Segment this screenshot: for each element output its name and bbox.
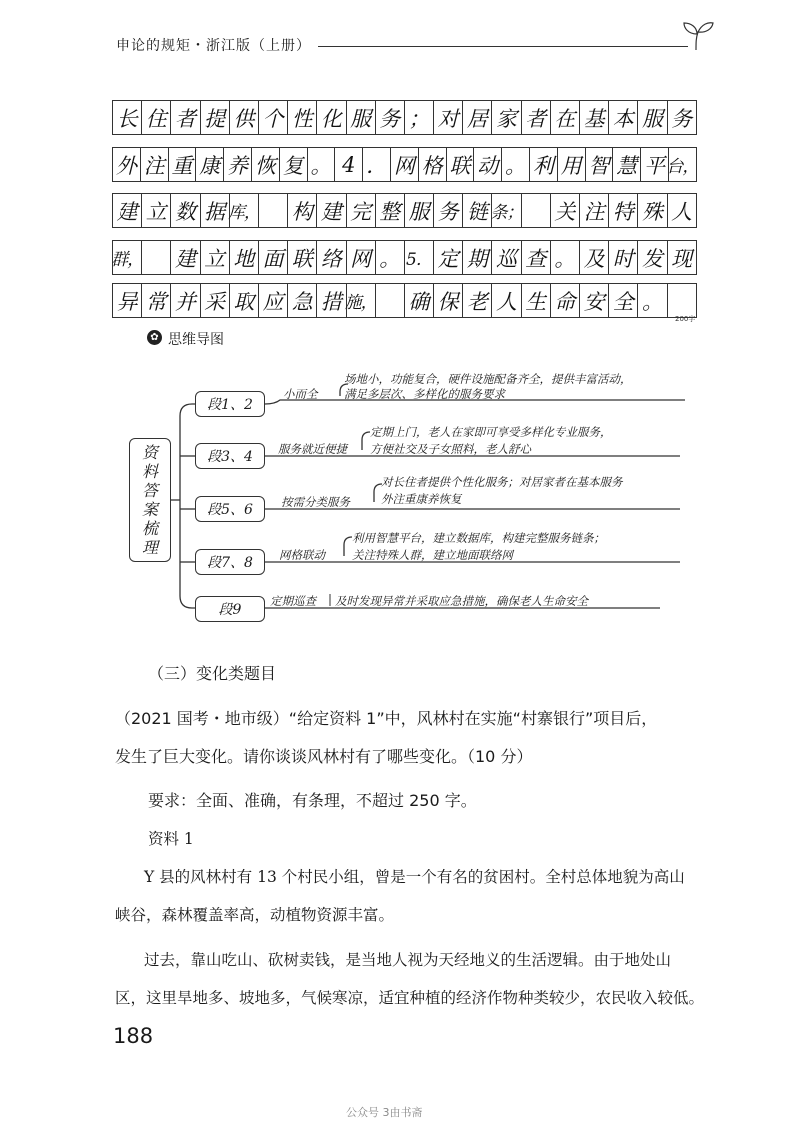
grid-cell: 整 xyxy=(376,194,405,227)
grid-cell: 居 xyxy=(463,101,492,134)
grid-cell: 服 xyxy=(405,194,434,227)
grid-cell: 联 xyxy=(447,148,475,181)
grid-cell: 措 xyxy=(317,284,346,317)
grid-cell: 智 xyxy=(586,148,614,181)
grid-cell: 全 xyxy=(609,284,638,317)
grid-cell: 发 xyxy=(638,241,667,274)
segment-box-2: 段3、4 xyxy=(195,443,265,469)
footer-watermark: 公众号 3由书斋 xyxy=(346,1106,423,1119)
grid-cell: 本 xyxy=(609,101,638,134)
grid-cell: 殊 xyxy=(638,194,667,227)
grid-cell: 特 xyxy=(609,194,638,227)
grid-cell: 群， xyxy=(113,241,142,274)
grid-cell: 期 xyxy=(463,241,492,274)
page-number: 188 xyxy=(113,1024,154,1048)
grid-cell: 建 xyxy=(317,194,346,227)
section-heading: （三）变化类题目 xyxy=(148,664,277,683)
grid-cell: 地 xyxy=(230,241,259,274)
grid-cell: 网 xyxy=(347,241,376,274)
grid-cell: 链 xyxy=(463,194,492,227)
grid-cell: 4 xyxy=(335,148,363,181)
grid-cell: 5． xyxy=(405,241,434,274)
branch-detail-3b: 外注重康养恢复 xyxy=(381,492,462,506)
grid-cell: 注 xyxy=(580,194,609,227)
grid-cell: 长 xyxy=(113,101,142,134)
grid-cell: 网 xyxy=(391,148,419,181)
grid-cell: 。 xyxy=(308,148,336,181)
grid-cell: 住 xyxy=(142,101,171,134)
grid-cell: 务 xyxy=(668,101,697,134)
grid-cell: 格 xyxy=(419,148,447,181)
grid-cell: 现 xyxy=(668,241,697,274)
grid-cell: ； xyxy=(405,101,434,134)
grid-cell: 数 xyxy=(171,194,200,227)
grid-cell: 注 xyxy=(141,148,169,181)
branch-detail-2a: 定期上门，老人在家即可享受多样化专业服务， xyxy=(370,425,612,439)
grid-cell: 建 xyxy=(171,241,200,274)
branch-detail-3a: 对长住者提供个性化服务；对居家者在基本服务 xyxy=(381,475,623,489)
grid-cell: 服 xyxy=(638,101,667,134)
grid-cell: 。 xyxy=(638,284,667,317)
material-p2-line1: 过去，靠山吃山、砍树卖钱，是当地人视为天经地义的生活逻辑。由于地处山 xyxy=(144,951,672,969)
grid-cell: 生 xyxy=(522,284,551,317)
grid-cell: 恢 xyxy=(252,148,280,181)
question-line-1: （2021 国考・地市级）“给定资料 1”中，风林村在实施“村寨银行”项目后， xyxy=(115,709,658,728)
material-p1-line1: Y 县的风林村有 13 个村民小组，曾是一个有名的贫困村。全村总体地貌为高山 xyxy=(144,868,685,886)
segment-box-5: 段9 xyxy=(195,596,265,622)
grid-cell: 性 xyxy=(288,101,317,134)
grid-cell: 库， xyxy=(230,194,259,227)
branch-label-3: 按需分类服务 xyxy=(281,495,350,509)
grid-cell: 条； xyxy=(492,194,521,227)
grid-cell: 时 xyxy=(609,241,638,274)
grid-cell: 重 xyxy=(169,148,197,181)
grid-cell: 老 xyxy=(463,284,492,317)
branch-detail-4b: 关注特殊人群，建立地面联络网 xyxy=(352,548,513,562)
grid-cell: 者 xyxy=(171,101,200,134)
branch-label-5: 定期巡查 xyxy=(270,594,316,608)
segment-box-4: 段7、8 xyxy=(195,549,265,575)
grid-cell: 。 xyxy=(376,241,405,274)
grid-cell: 查 xyxy=(522,241,551,274)
grid-cell: 平 xyxy=(641,148,669,181)
grid-cell: 务 xyxy=(434,194,463,227)
grid-cell: 急 xyxy=(288,284,317,317)
grid-cell: 采 xyxy=(201,284,230,317)
material-p1-line2: 峡谷，森林覆盖率高，动植物资源丰富。 xyxy=(115,906,395,924)
grid-cell: 康 xyxy=(196,148,224,181)
grid-cell: 据 xyxy=(201,194,230,227)
grid-cell: 养 xyxy=(224,148,252,181)
grid-cell: 化 xyxy=(317,101,346,134)
mind-map-title: 思维导图 xyxy=(168,332,224,348)
segment-box-3: 段5、6 xyxy=(195,496,265,522)
grid-cell: 务 xyxy=(376,101,405,134)
branch-detail-2b: 方便社交及子女照料，老人舒心 xyxy=(370,442,531,456)
branch-detail-1a: 场地小，功能复合，硬件设施配备齐全，提供丰富活动， xyxy=(344,372,632,386)
grid-cell: 台， xyxy=(669,148,697,181)
grid-cell: 人 xyxy=(492,284,521,317)
grid-cell: 利 xyxy=(530,148,558,181)
grid-cell: 复 xyxy=(280,148,308,181)
question-requirement: 要求：全面、准确，有条理，不超过 250 字。 xyxy=(148,791,477,810)
grid-cell: 服 xyxy=(347,101,376,134)
grid-cell: 安 xyxy=(580,284,609,317)
grid-cell: 构 xyxy=(288,194,317,227)
grid-cell: 供 xyxy=(230,101,259,134)
question-line-2: 发生了巨大变化。请你谈谈风林村有了哪些变化。（10 分） xyxy=(115,747,533,766)
running-header-title: 申论的规矩・浙江版（上册） xyxy=(116,38,311,54)
grid-cell: 外 xyxy=(113,148,141,181)
segment-box-1: 段1、2 xyxy=(195,391,265,417)
grid-cell: 保 xyxy=(434,284,463,317)
grid-cell: 。 xyxy=(502,148,530,181)
branch-detail-1b: 满足多层次、多样化的服务要求 xyxy=(344,387,505,401)
grid-cell: 常 xyxy=(142,284,171,317)
grid-cell: 人 xyxy=(668,194,697,227)
grid-cell: 建 xyxy=(113,194,142,227)
grid-cell: 立 xyxy=(142,194,171,227)
grid-cell: 及 xyxy=(580,241,609,274)
branch-detail-5a: 及时发现异常并采取应急措施，确保老人生命安全 xyxy=(335,594,588,608)
grid-cell: 命 xyxy=(551,284,580,317)
grid-cell: 基 xyxy=(580,101,609,134)
grid-cell: 取 xyxy=(230,284,259,317)
word-count-label: 200字 xyxy=(675,315,696,323)
grid-cell: 络 xyxy=(317,241,346,274)
branch-detail-4a: 利用智慧平台，建立数据库，构建完整服务链条； xyxy=(352,531,605,545)
grid-cell: 关 xyxy=(551,194,580,227)
grid-cell: 联 xyxy=(288,241,317,274)
grid-cell: 施， xyxy=(347,284,376,317)
flower-icon: ✿ xyxy=(147,330,162,345)
grid-cell: 并 xyxy=(171,284,200,317)
grid-cell: 应 xyxy=(259,284,288,317)
grid-cell: 慧 xyxy=(613,148,641,181)
grid-cell: 巡 xyxy=(492,241,521,274)
branch-label-4: 网格联动 xyxy=(279,548,325,562)
grid-cell: 用 xyxy=(558,148,586,181)
material-title: 资料 1 xyxy=(148,830,194,848)
branch-label-2: 服务就近便捷 xyxy=(278,442,347,456)
material-p2-line2: 区，这里旱地多、坡地多，气候寒凉，适宜种植的经济作物种类较少，农民收入较低。 xyxy=(115,989,705,1007)
grid-cell: 完 xyxy=(347,194,376,227)
branch-label-1: 小而全 xyxy=(283,387,318,401)
grid-cell: ． xyxy=(363,148,391,181)
grid-cell: 定 xyxy=(434,241,463,274)
grid-cell: 者 xyxy=(522,101,551,134)
mind-map-root: 资料答案梳理 xyxy=(129,438,171,562)
grid-cell: 提 xyxy=(201,101,230,134)
grid-cell: 个 xyxy=(259,101,288,134)
grid-cell: 立 xyxy=(201,241,230,274)
grid-cell: 。 xyxy=(551,241,580,274)
grid-cell: 家 xyxy=(492,101,521,134)
grid-cell: 异 xyxy=(113,284,142,317)
grid-cell: 动 xyxy=(474,148,502,181)
grid-cell: 对 xyxy=(434,101,463,134)
grid-cell: 确 xyxy=(405,284,434,317)
grid-cell: 在 xyxy=(551,101,580,134)
grid-cell: 面 xyxy=(259,241,288,274)
